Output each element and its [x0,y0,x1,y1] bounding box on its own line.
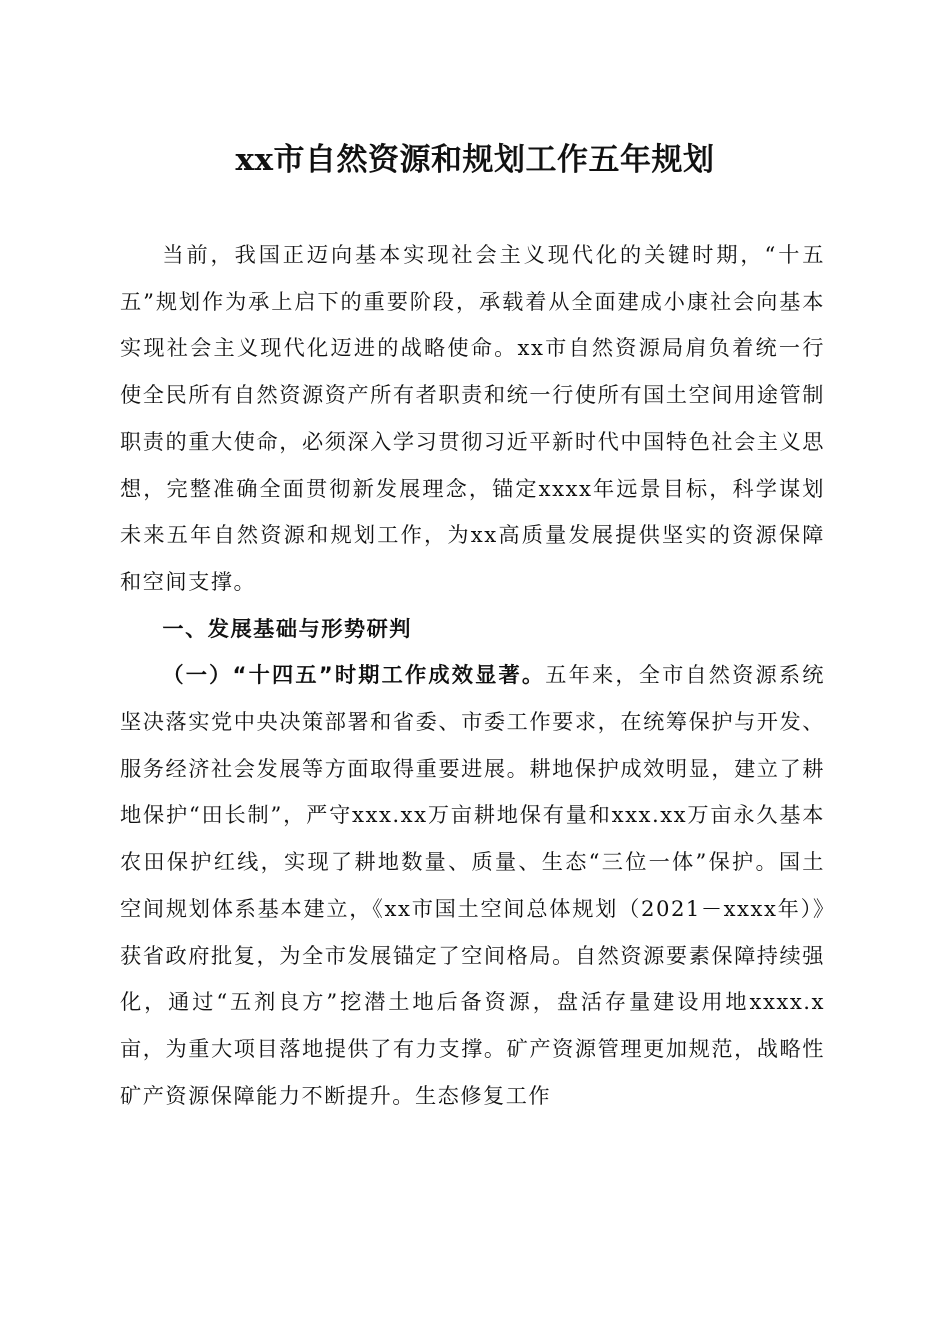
subsection-paragraph-1 [120,652,825,1119]
section-heading-1: 一、发展基础与形势研判 [162,615,412,641]
document-title: xx市自然资源和规划工作五年规划 [235,142,715,178]
intro-paragraph: 当前，我国正迈向基本实现社会主义现代化的关键时期，“十五五”规划作为承上启下的重要阶段，承载着从全面建成小康社会向基本实现社会主义现代化迈进的战略使命。xx市自然资源局肩负着统一行使全民所有自然资源资产所有者职责和统一行使所有国土空间用途管制职责的重大使命，必须深入学习贯彻习近平新时代中国特色社会主义思想，完整准确全面贯彻新发展理念，锚定xxxx年远景目标，科学谋划未来五年自然资源和规划工作，为xx高质量发展提供坚实的资源保障和空间支撑。 [120,242,825,594]
document-body [120,232,825,1119]
subsection-text-1: 五年来，全市自然资源系统坚决落实党中央决策部署和省委、市委工作要求，在统筹保护与开发、服务经济社会发展等方面取得重要进展。耕地保护成效明显，建立了耕地保护“田长制”，严守xxx.xx万亩耕地保有量和xxx.xx万亩永久基本农田保护红线，实现了耕地数量、质量、生态“三位一体”保护。国土空间规划体系基本建立，《xx市国土空间总体规划（2021－xxxx年）》获省政府批复，为全市发展锚定了空间格局。自然资源要素保障持续强化，通过“五剂良方”挖潜土地后备资源，盘活存量建设用地xxxx.x亩，为重大项目落地提供了有力支撑。矿产资源管理更加规范，战略性矿产资源保障能力不断提升。生态修复工作 [120,662,825,1108]
subsection-lead-1: （一）“十四五”时期工作成效显著。 [162,662,546,688]
